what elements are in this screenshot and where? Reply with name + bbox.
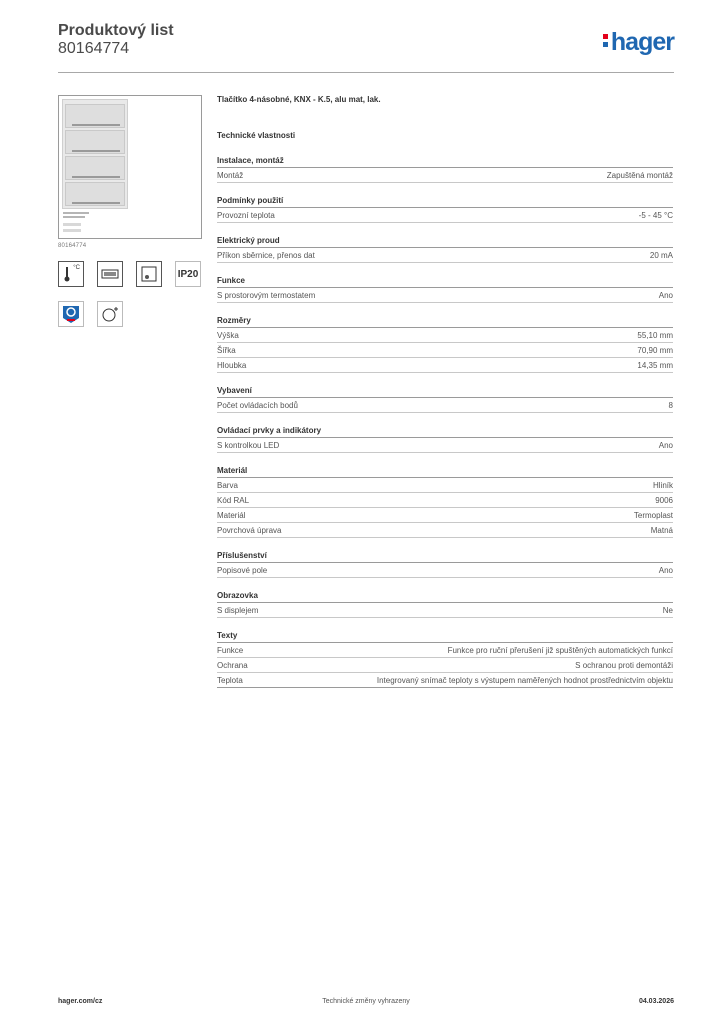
group-title: Texty bbox=[217, 631, 673, 643]
document-number: 80164774 bbox=[58, 40, 130, 57]
spec-row: Hloubka 14,35 mm bbox=[217, 358, 673, 373]
spec-row: Šířka 70,90 mm bbox=[217, 343, 673, 358]
product-description: Tlačítko 4-násobné, KNX - K.5, alu mat, lak. bbox=[217, 95, 381, 104]
thermometer-icon: °C bbox=[58, 261, 84, 287]
group-accessories bbox=[217, 551, 673, 578]
spec-row: Popisové pole Ano bbox=[217, 563, 673, 578]
spec-row: Ochrana S ochranou proti demontáži bbox=[217, 658, 673, 673]
property-icons bbox=[58, 261, 204, 327]
group-title: Rozměry bbox=[217, 316, 673, 328]
switch-panel-illustration bbox=[62, 99, 128, 209]
image-caption: 80164774 bbox=[58, 243, 87, 249]
document-title: Produktový list bbox=[58, 22, 174, 39]
group-equipment bbox=[217, 386, 673, 413]
group-title: Elektrický proud bbox=[217, 236, 673, 248]
label-strip bbox=[63, 212, 89, 214]
spec-row: Příkon sběrnice, přenos dat 20 mA bbox=[217, 248, 673, 263]
group-texts bbox=[217, 631, 673, 688]
spec-row: Výška 55,10 mm bbox=[217, 328, 673, 343]
spec-row: Provozní teplota -5 - 45 °C bbox=[217, 208, 673, 223]
group-screen bbox=[217, 591, 673, 618]
ip-rating-icon: IP20 bbox=[175, 261, 201, 287]
group-installation bbox=[217, 156, 673, 183]
label-strip bbox=[63, 229, 81, 232]
group-title: Funkce bbox=[217, 276, 673, 288]
group-title: Podmínky použití bbox=[217, 196, 673, 208]
group-title: Instalace, montáž bbox=[217, 156, 673, 168]
spec-row: S displejem Ne bbox=[217, 603, 673, 618]
product-media-column bbox=[58, 95, 204, 327]
logo-text: hager bbox=[610, 28, 674, 56]
rocker-1 bbox=[65, 104, 125, 128]
label-strip bbox=[63, 216, 85, 218]
group-electric-current bbox=[217, 236, 673, 263]
header-divider bbox=[58, 72, 674, 73]
rocker-2 bbox=[65, 130, 125, 154]
label-strip bbox=[63, 223, 81, 226]
knx-logo-icon bbox=[58, 301, 84, 327]
spec-row: S prostorovým termostatem Ano bbox=[217, 288, 673, 303]
page-header bbox=[58, 22, 674, 68]
rotation-icon bbox=[97, 301, 123, 327]
group-dimensions bbox=[217, 316, 673, 373]
display-icon bbox=[97, 261, 123, 287]
spec-row: Povrchová úprava Matná bbox=[217, 523, 673, 538]
spec-row: Teplota Integrovaný snímač teploty s výstupem naměřených hodnot prostřednictvím objektu bbox=[217, 673, 673, 688]
product-image bbox=[58, 95, 202, 239]
spec-row: Materiál Termoplast bbox=[217, 508, 673, 523]
group-title: Materiál bbox=[217, 466, 673, 478]
spec-row: Funkce Funkce pro ruční přerušení již spuštěných automatických funkcí bbox=[217, 643, 673, 658]
footer-date: 04.03.2026 bbox=[638, 998, 674, 1005]
group-material bbox=[217, 466, 673, 538]
spec-row: Počet ovládacích bodů 8 bbox=[217, 398, 673, 413]
spec-row: Montáž Zapuštěná montáž bbox=[217, 168, 673, 183]
group-controls-indicators bbox=[217, 426, 673, 453]
spec-row: S kontrolkou LED Ano bbox=[217, 438, 673, 453]
footer-notice: Technické změny vyhrazeny bbox=[322, 998, 410, 1005]
rocker-3 bbox=[65, 156, 125, 180]
group-title: Obrazovka bbox=[217, 591, 673, 603]
logo-dots-icon bbox=[603, 34, 609, 50]
group-title: Ovládací prvky a indikátory bbox=[217, 426, 673, 438]
specification-column bbox=[217, 95, 673, 688]
rocker-4 bbox=[65, 182, 125, 206]
hager-logo bbox=[603, 28, 674, 57]
section-heading: Technické vlastnosti bbox=[217, 131, 296, 140]
spec-row: Kód RAL 9006 bbox=[217, 493, 673, 508]
footer-website-link[interactable]: hager.com/cz bbox=[58, 998, 103, 1005]
group-function bbox=[217, 276, 673, 303]
group-operating-conditions bbox=[217, 196, 673, 223]
sensor-icon bbox=[136, 261, 162, 287]
group-title: Vybavení bbox=[217, 386, 673, 398]
group-title: Příslušenství bbox=[217, 551, 673, 563]
spec-row: Barva Hliník bbox=[217, 478, 673, 493]
